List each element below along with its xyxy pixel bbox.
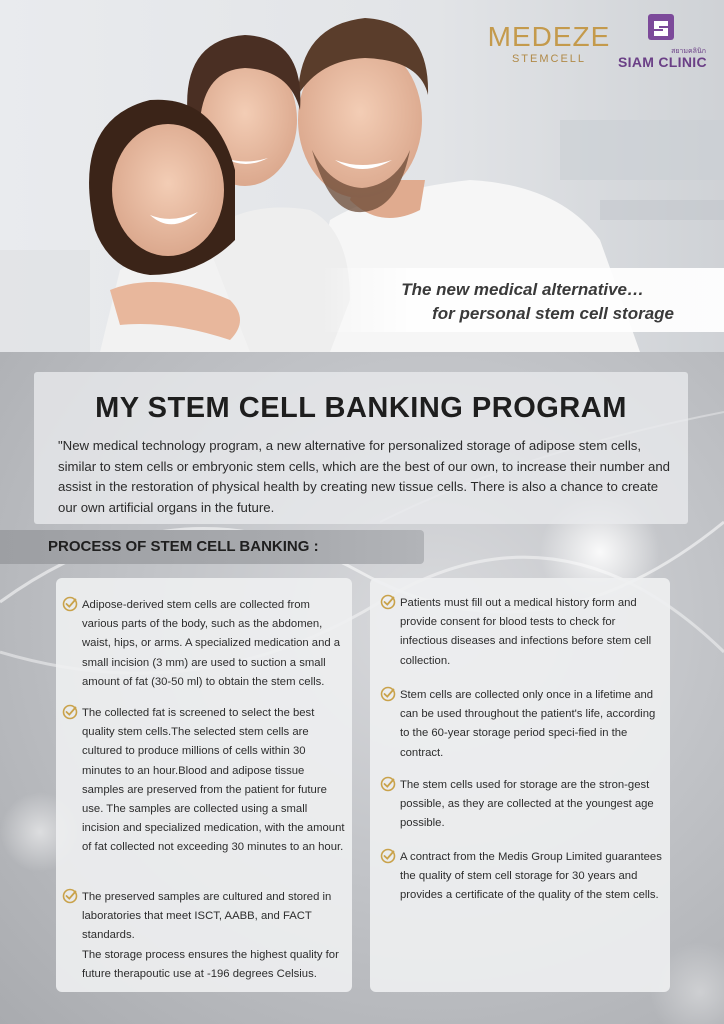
stemcell-logo-text: STEMCELL [511, 53, 587, 65]
siam-clinic-thai-text: สยามคลินิก [671, 48, 706, 55]
check-circle-icon [62, 888, 78, 904]
check-circle-icon [380, 686, 396, 702]
siam-clinic-logo-icon [644, 12, 678, 46]
process-card-left [56, 578, 352, 992]
process-step-text: A contract from the Medis Group Limited guarantees the quality of stem cell storage for 30 years and provides a certificate of the quality of the stem cells. [400, 851, 662, 902]
check-circle-icon [380, 594, 396, 610]
process-step-text: The stem cells used for storage are the stron-gest possible, as they are collected at the youngest age possible. [400, 779, 654, 830]
medeze-stemcell-logo [484, 22, 614, 65]
tagline-line-2: for personal stem cell storage [432, 304, 674, 323]
process-heading: PROCESS OF STEM CELL BANKING : [48, 538, 319, 555]
check-circle-icon [62, 596, 78, 612]
process-step-text: The collected fat is screened to select the best quality stem cells.The selected stem cells are cultured to produce millions of cells within 30 minutes to an hour.Blood and adipose tissue samples are preserved from the patient for future use. The samples are collected using a small incision and specialized medication, with the amount of fat collected not exceeding 30 minutes to an hour. [82, 707, 345, 854]
tagline-line-1: The new medical alternative… [401, 280, 644, 299]
process-card-right [370, 578, 670, 992]
medeze-logo-text: MEDEZE [487, 21, 611, 52]
process-step-text: Adipose-derived stem cells are collected from various parts of the body, such as the abdomen, waist, hips, or arms. A specialized medication and a small incision (3 mm) are used to suction a small amount of fat (30-50 ml) to obtain the stem cells. [82, 599, 341, 688]
process-step-text: The preserved samples are cultured and stored in laboratories that meet ISCT, AABB, and FACT standards. The storage process ensures the highest quality for future therapoutic use at -196 degrees Celsius. [82, 891, 339, 980]
check-circle-icon [62, 704, 78, 720]
program-title: MY STEM CELL BANKING PROGRAM [95, 392, 627, 424]
program-intro-text: "New medical technology program, a new alternative for personalized storage of adipose stem cells, similar to stem cells or embryonic stem cells, which are the best of our own, to increase their number and assist in the restoration of physical health by creating new tissue cells. There is also a chance to create our own artificial organs in the future. [58, 438, 671, 515]
hero-banner [0, 0, 724, 352]
check-circle-icon [380, 848, 396, 864]
siam-clinic-name: SIAM CLINIC [618, 54, 707, 70]
hero-tagline [322, 268, 724, 332]
siam-clinic-logo [616, 12, 712, 72]
process-step-text: Stem cells are collected only once in a lifetime and can be used throughout the patient's life, according to the 60-year storage period speci-fied in the contract. [400, 689, 656, 759]
process-step-text: Patients must fill out a medical history form and provide consent for blood tests to check for infectious diseases and infections before stem cell collection. [400, 597, 652, 667]
check-circle-icon [380, 776, 396, 792]
